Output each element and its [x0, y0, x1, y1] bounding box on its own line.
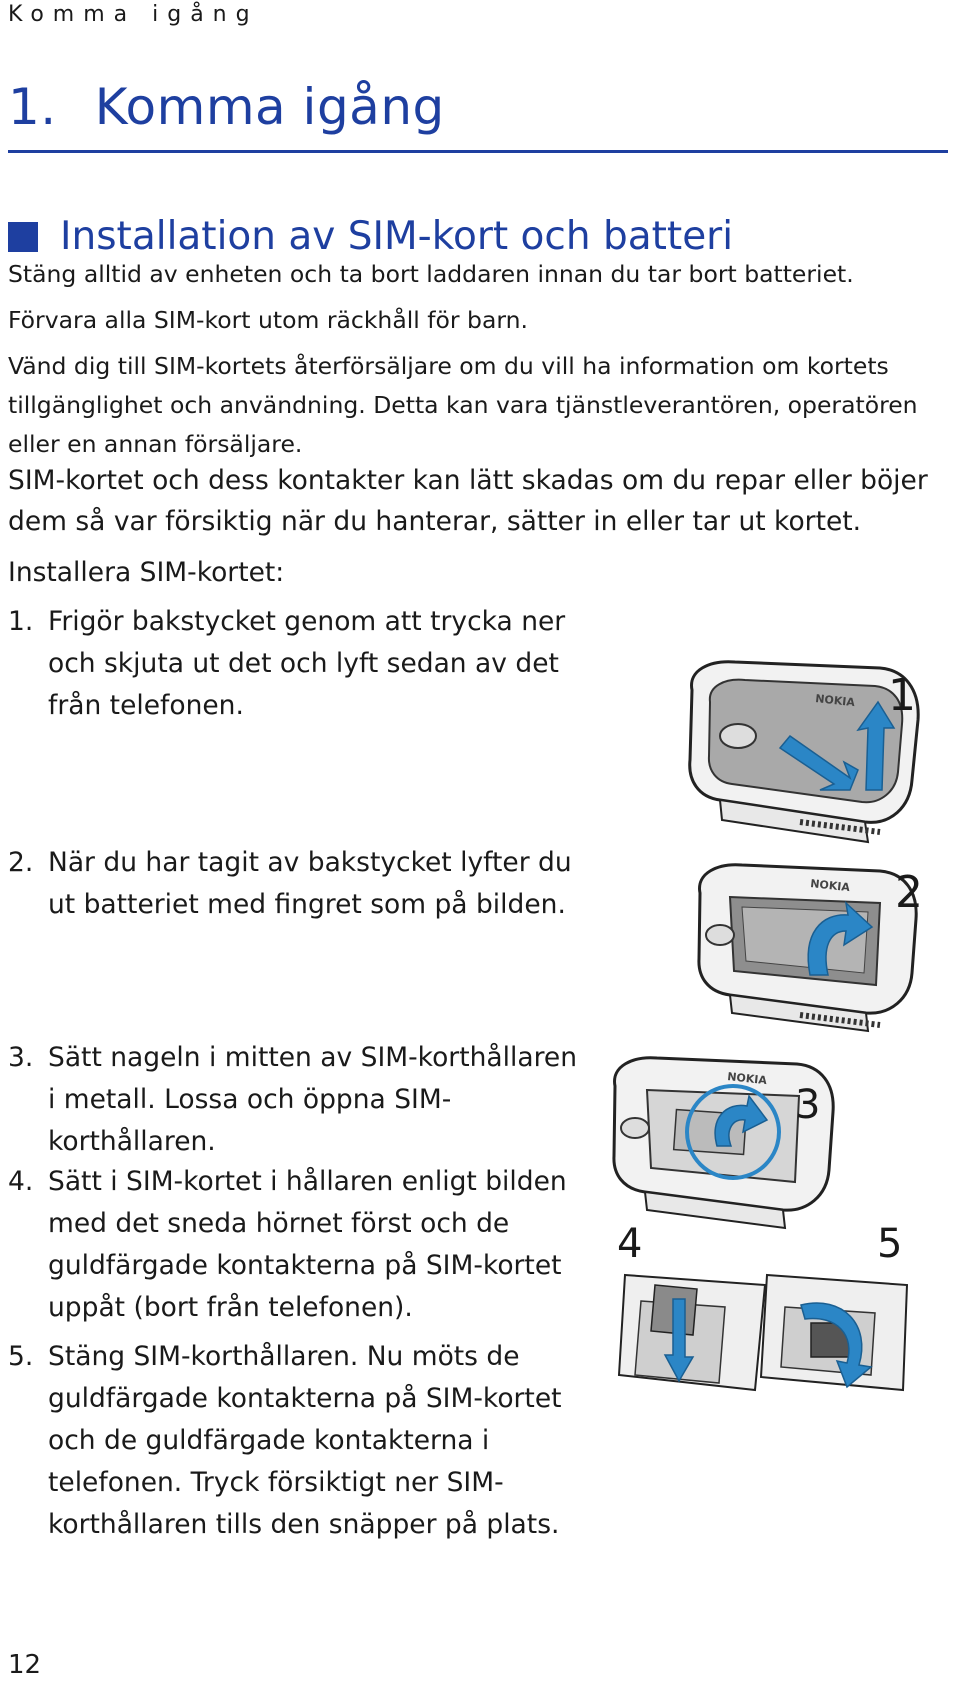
step-text: Sätt i SIM-kortet i hållaren enligt bilden med det sneda hörnet först och de guldfärgade kontakterna på SIM-kortet uppåt (bort från telefonen).	[48, 1166, 567, 1323]
figure-label-2: 2	[895, 867, 923, 918]
section-title	[8, 214, 733, 259]
figure-label-1: 1	[888, 670, 916, 721]
step-5	[8, 1336, 588, 1546]
figure-label-3: 3	[795, 1082, 821, 1128]
paragraph-care: SIM-kortet och dess kontakter kan lätt skadas om du repar eller böjer dem så var försiktig när du hanterar, sätter in eller tar ut kortet.	[8, 465, 928, 537]
chapter-number: 1.	[8, 78, 57, 136]
page-number: 12	[8, 1650, 42, 1680]
phone-battery-illustration	[699, 865, 916, 1031]
step-3	[8, 1037, 588, 1163]
paragraph-children: Förvara alla SIM-kort utom räckhåll för barn.	[8, 306, 528, 334]
section-square-icon	[8, 222, 38, 252]
step-text: Stäng SIM-korthållaren. Nu möts de guldfärgade kontakterna på SIM-kortet och de guldfärgade kontakterna i telefonen. Tryck försiktigt ner SIM-korthållaren tills den snäpper på plats.	[48, 1341, 562, 1540]
step-2	[8, 842, 598, 926]
step-text: När du har tagit av bakstycket lyfter du ut batteriet med fingret som på bilden.	[48, 847, 572, 920]
step-number: 5.	[8, 1341, 34, 1372]
step-4	[8, 1161, 588, 1329]
close-holder-illustration	[761, 1275, 907, 1390]
chapter-rule	[8, 150, 948, 153]
figure-label-5: 5	[877, 1221, 903, 1267]
paragraph-availability: Vänd dig till SIM-kortets återförsäljare om du vill ha information om kortets tillgänglighet och användning. Detta kan vara tjänstleverantören, operatören eller en annan försäljare.	[8, 352, 918, 458]
figure-remove-battery	[690, 855, 950, 1040]
nokia-logo: NOKIA	[726, 1070, 768, 1088]
step-number: 2.	[8, 847, 34, 878]
step-number: 3.	[8, 1042, 34, 1073]
phone-cover-illustration	[690, 662, 918, 842]
step-1	[8, 601, 598, 727]
figure-insert-sim	[615, 1215, 915, 1405]
step-number: 1.	[8, 606, 34, 637]
figure-label-4: 4	[617, 1221, 643, 1267]
running-header: Komma igång	[8, 2, 259, 27]
nokia-logo: NOKIA	[809, 877, 851, 895]
section-title-text: Installation av SIM-kort och batteri	[60, 214, 734, 259]
nokia-logo: NOKIA	[814, 692, 856, 710]
insert-sim-illustration	[619, 1275, 765, 1390]
step-text: Frigör bakstycket genom att trycka ner och skjuta ut det och lyft sedan av det från telefonen.	[48, 606, 566, 721]
step-text: Sätt nageln i mitten av SIM-korthållaren i metall. Lossa och öppna SIM-korthållaren.	[48, 1042, 577, 1157]
chapter-title-text: Komma igång	[94, 78, 445, 136]
paragraph-warning: Stäng alltid av enheten och ta bort laddaren innan du tar bort batteriet.	[8, 260, 854, 288]
paragraph-install-heading: Installera SIM-kortet:	[8, 557, 285, 588]
figure-open-sim-holder	[605, 1050, 885, 1235]
chapter-title	[8, 78, 445, 136]
step-number: 4.	[8, 1166, 34, 1197]
figure-remove-cover	[680, 650, 950, 850]
